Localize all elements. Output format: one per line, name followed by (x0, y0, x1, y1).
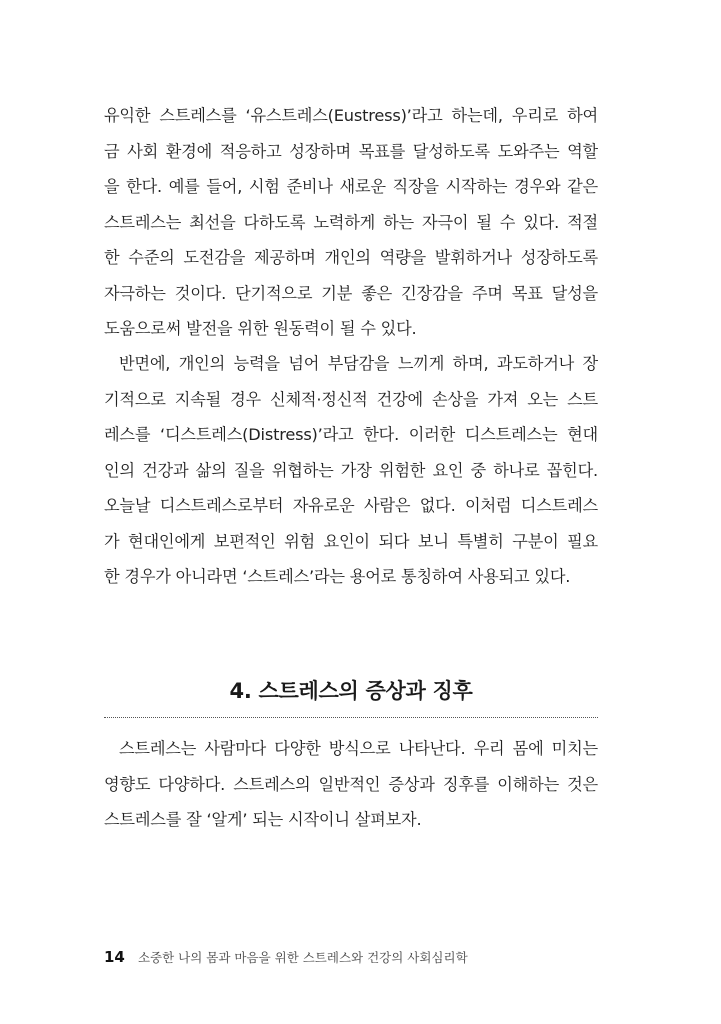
text-line: 한 수준의 도전감을 제공하며 개인의 역량을 발휘하거나 성장하도록 (104, 248, 598, 267)
text-line: 스트레스는 최선을 다하도록 노력하게 하는 자극이 될 수 있다. 적절 (104, 212, 598, 232)
text-line: 도움으로써 발전을 위한 원동력이 될 수 있다. (104, 319, 417, 338)
paragraph-eustress (104, 98, 598, 347)
text-line: 오늘날 디스트레스로부터 자유로운 사람은 없다. 이처럼 디스트레스 (104, 496, 598, 515)
text-line: 을 한다. 예를 들어, 시험 준비나 새로운 직장을 시작하는 경우와 같은 (104, 177, 598, 196)
section-heading: 4. 스트레스의 증상과 징후 (229, 679, 473, 703)
text-line: 자극하는 것이다. 단기적으로 기분 좋은 긴장감을 주며 목표 달성을 (104, 283, 598, 303)
text-line: 유익한 스트레스를 ‘유스트레스(Eustress)’라고 하는데, 우리로 하여 (104, 106, 598, 125)
text-line: 스트레스를 잘 ‘알게’ 되는 시작이니 살펴보자. (104, 810, 422, 829)
dotted-divider (104, 717, 598, 718)
paragraph-distress (104, 346, 598, 595)
page-number: 14 (104, 948, 125, 966)
text-line: 기적으로 지속될 경우 신체적·정신적 건강에 손상을 가져 오는 스트 (104, 389, 598, 409)
text-line: 반면에, 개인의 능력을 넘어 부담감을 느끼게 하며, 과도하거나 장 (119, 354, 598, 373)
running-title: 소중한 나의 몸과 마음을 위한 스트레스와 건강의 사회심리학 (137, 950, 468, 965)
text-line: 레스를 ‘디스트레스(Distress)’라고 한다. 이러한 디스트레스는 현대 (104, 425, 598, 444)
text-line: 한 경우가 아니라면 ‘스트레스’라는 용어로 통칭하여 사용되고 있다. (104, 567, 571, 586)
page-footer (104, 946, 468, 968)
text-line: 인의 건강과 삶의 질을 위협하는 가장 위험한 요인 중 하나로 꼽힌다. (104, 460, 598, 480)
text-line: 가 현대인에게 보편적인 위험 요인이 되다 보니 특별히 구분이 필요 (104, 531, 598, 551)
text-line: 금 사회 환경에 적응하고 성장하며 목표를 달성하도록 도와주는 역할 (104, 141, 598, 161)
paragraph-symptoms-intro (104, 731, 598, 838)
text-line: 스트레스는 사람마다 다양한 방식으로 나타난다. 우리 몸에 미치는 (119, 739, 598, 758)
text-line: 영향도 다양하다. 스트레스의 일반적인 증상과 징후를 이해하는 것은 (104, 774, 598, 794)
